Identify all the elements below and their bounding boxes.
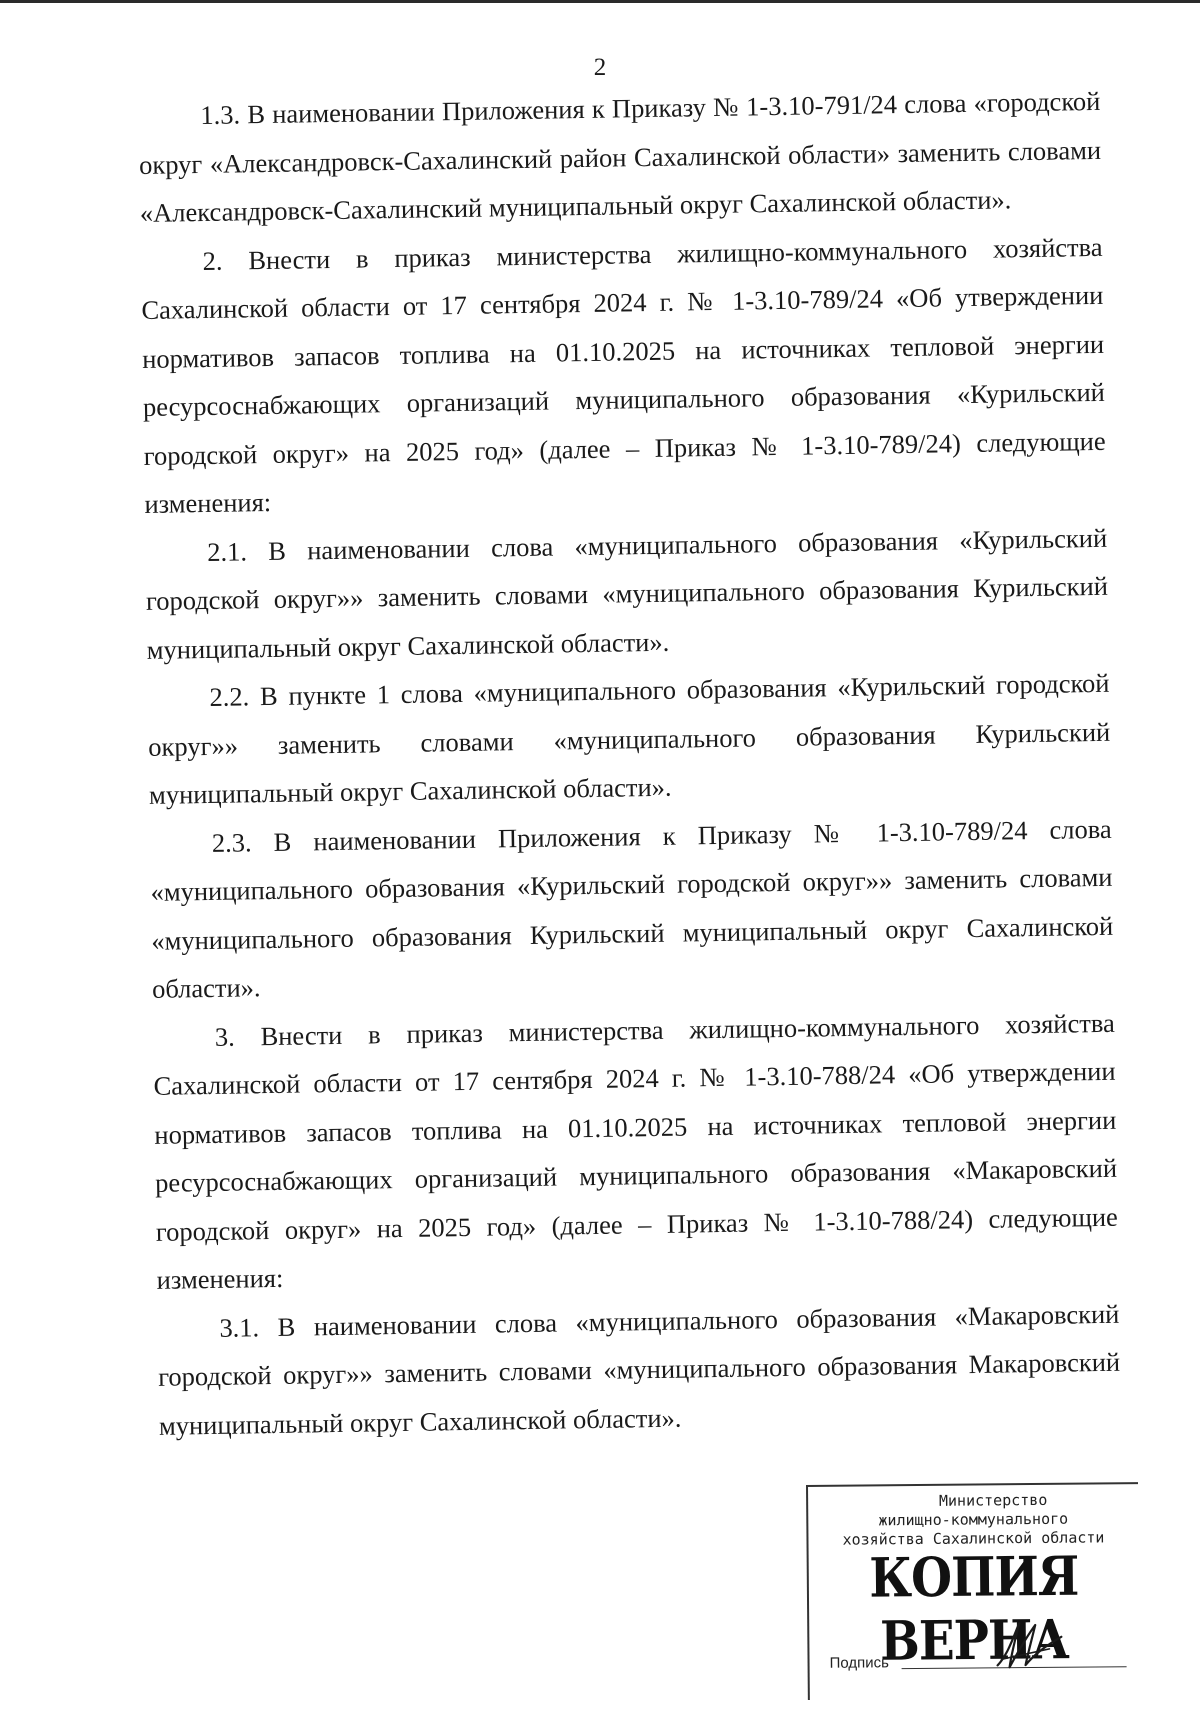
certified-copy-stamp <box>806 1482 1140 1700</box>
paragraph-2: 2. Внести в приказ министерства жилищно-коммунального хозяйства Сахалинской области от 17 сентября 2024 г. № 1-3.10-789/24 «Об утверждении нормативов запасов топлива на 01.10.2025 на источниках тепловой энергии ресурсоснабжающих организаций муниципального образования «Курильский городской округ» на 2025 год» (далее – Приказ № 1-3.10-789/24) следующие изменения: <box>141 231 1106 519</box>
top-border-line <box>0 0 1200 3</box>
paragraph-1-3: 1.3. В наименовании Приложения к Приказу № 1-3.10-791/24 слова «городской округ «Александровск-Сахалинский район Сахалинской области» заменить словами «Александровск-Сахалинский муниципальный округ Сахалинской области». <box>138 85 1102 228</box>
stamp-title: КОПИЯ ВЕРНА <box>869 1545 1079 1674</box>
paragraph-3-1: 3.1. В наименовании слова «муниципального образования «Макаровский городской округ»» заменить словами «муниципального образования Макаровский муниципальный округ Сахалинской области». <box>157 1298 1121 1441</box>
stamp-signature-label: Подпись <box>829 1654 890 1672</box>
paragraph-3: 3. Внести в приказ министерства жилищно-коммунального хозяйства Сахалинской области от 17 сентября 2024 г. № 1-3.10-788/24 «Об утверждении нормативов запасов топлива на 01.10.2025 на источниках тепловой энергии ресурсоснабжающих организаций муниципального образования «Макаровский городской округ» на 2025 год» (далее – Приказ № 1-3.10-788/24) следующие изменения: <box>153 1007 1119 1295</box>
document-body <box>138 77 1121 1450</box>
handwritten-signature <box>989 1615 1070 1676</box>
paragraph-2-3: 2.3. В наименовании Приложения к Приказу № 1-3.10-789/24 слова «муниципального образования «Курильский городской округ»» заменить словами «муниципального образования Курильский муниципальный округ Сахалинской области». <box>150 813 1114 1004</box>
stamp-region-line: хозяйства Сахалинской области <box>842 1528 1105 1549</box>
stamp-ministry-line: Министерство <box>938 1490 1048 1510</box>
paragraph-2-2: 2.2. В пункте 1 слова «муниципального образования «Курильский городской округ»» заменить словами «муниципального образования Курильский муниципальный округ Сахалинской области». <box>148 667 1111 810</box>
stamp-department-line: жилищно-коммунального <box>878 1509 1069 1530</box>
page-number: 2 <box>593 54 607 81</box>
paragraph-2-1: 2.1. В наименовании слова «муниципального образования «Курильский городской округ»» заменить словами «муниципального образования Курильский муниципальный округ Сахалинской области». <box>145 522 1109 665</box>
